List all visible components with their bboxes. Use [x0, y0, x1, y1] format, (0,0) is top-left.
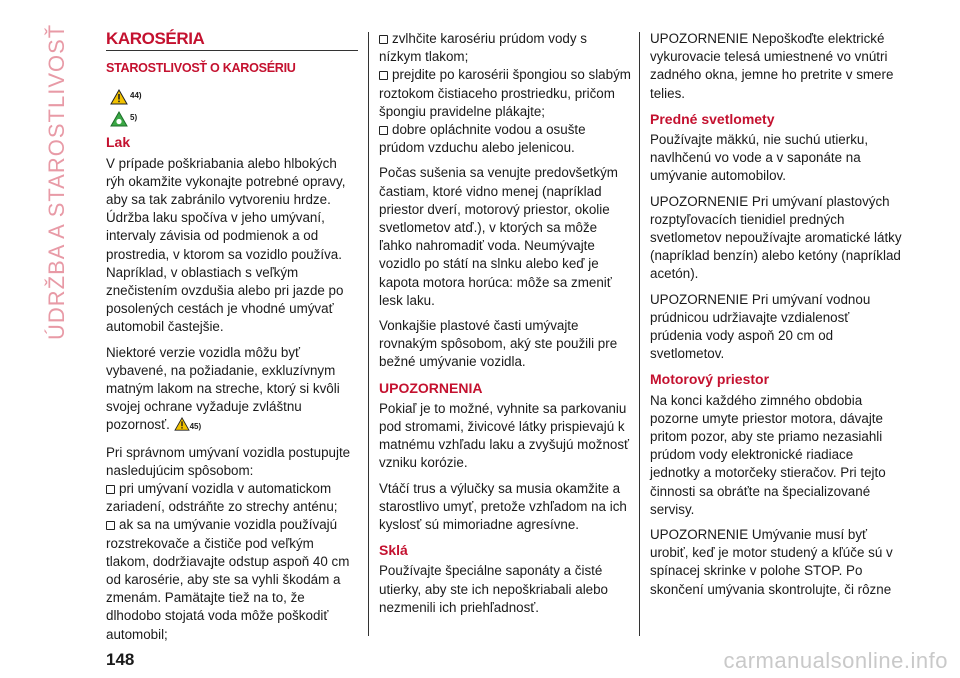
environment-ref-number: 5) [130, 113, 138, 123]
heading-upozornenia: UPOZORNENIA [379, 379, 483, 396]
paragraph: Vtáčí trus a výlučky sa musia okamžite a starostlivo umyť, pretože vzhľadom na ich kyslosť sú mimoriadne agresívne. [379, 480, 627, 533]
chapter-side-title: ÚDRŽBA A STAROSTLIVOSŤ [44, 24, 69, 341]
paragraph: Niektoré verzie vozidla môžu byť vybavené, na požiadanie, exkluzívnym matným lakom na streche, ktorý si kvôli svojej ochrane vyžaduje zvláštnu pozornosť. 45) [106, 344, 340, 433]
checkbox-bullet-icon [106, 485, 115, 494]
warning-reference [110, 83, 358, 105]
paragraph: UPOZORNENIE Pri umývaní plastových rozptyľovacích tienidiel predných svetlometov nepoužívajte aromatické látky (napríklad benzín) alebo ketóny (napríklad acetón). [650, 193, 902, 282]
checkbox-bullet-icon [106, 521, 115, 530]
heading-motorovy-priestor: Motorový priestor [650, 371, 770, 388]
list-item: pri umývaní vozidla v automatickom zariadení, odstráňte zo strechy anténu; [106, 481, 338, 515]
heading-predne-svetlomety: Predné svetlomety [650, 110, 775, 127]
paragraph: UPOZORNENIE Pri umývaní vodnou prúdnicou udržiavajte vzdialenosť prúdenia vody aspoň 20 cm od svetlometov. [650, 291, 871, 362]
list-item: ak sa na umývanie vozidla používajú rozstrekovače a čističe pod veľkým tlakom, dodržiavajte odstup aspoň 40 cm od karosérie, aby ste sa vyhli škodám a zmenám. Pamätajte tiež na to, že dlhodobo stojatá voda môže poškodiť automobil; [106, 517, 350, 642]
checkbox-bullet-icon [379, 35, 388, 44]
paragraph: Pokiaľ je to možné, vyhnite sa parkovaniu pod stromami, živicové látky prispievajú k matnému vzhľadu laku a zvyšujú možnosť vzniku korózie. [379, 400, 630, 471]
column-divider [368, 32, 369, 636]
checkbox-bullet-icon [379, 126, 388, 135]
warning-ref-number: 45) [189, 422, 202, 432]
warning-ref-number: 44) [130, 91, 142, 101]
heading-lak: Lak [106, 134, 131, 151]
column-2 [379, 30, 631, 624]
environment-triangle-icon [110, 111, 128, 127]
watermark-text: carmanualsonline.info [723, 648, 948, 673]
page-number: 148 [106, 650, 135, 669]
paragraph: V prípade poškriabania alebo hlbokých rýh okamžite vykonajte potrebné opravy, aby sa tak zabránilo vytvoreniu hrdze. Údržba laku spočíva v jeho umývaní, intervaly závisia od podmienok a od prostredia, v ktorom sa vozidlo používa. Napríklad, v oblastiach s veľkým znečistením ovzdušia alebo pri jazde po posolených cestách je vhodné umývať automobil častejšie. [106, 155, 346, 335]
warning-triangle-icon [174, 417, 190, 431]
paragraph: UPOZORNENIE Nepoškoďte elektrické vykurovacie telesá umiestnené vo vnútri zadného okna, jemne ho pretrite v smere telies. [650, 31, 894, 101]
column-1 [106, 30, 358, 644]
list-item: dobre opláchnite vodou a osušte prúdom vzduchu alebo jelenicou. [379, 122, 586, 156]
column-divider [639, 32, 640, 636]
environment-reference [110, 105, 358, 127]
list-item: prejdite po karosérii špongiou so slabým roztokom čistiaceho prostriedku, pričom špongiu pravidelne plákajte; [379, 67, 631, 119]
paragraph: Pri správnom umývaní vozidla postupujte nasledujúcim spôsobom: [106, 444, 351, 478]
paragraph: Počas sušenia sa venujte predovšetkým častiam, ktoré vidno menej (napríklad priestor dverí, motorový priestor, okolie svetlometov atď.), v ktorých sa môže ľahko nahromadiť voda. Neumývajte vozidlo po státí na slnku alebo keď je kapota motora horúca: môže sa zmeniť lesk laku. [379, 165, 618, 308]
heading-skla: Sklá [379, 542, 408, 559]
paragraph: Používajte špeciálne saponáty a čisté utierky, aby ste ich nepoškriabali alebo nezmenili ich priehľadnosť. [379, 563, 609, 615]
section-heading-karoseria: KAROSÉRIA [106, 30, 358, 51]
paragraph: Na konci každého zimného obdobia pozorne umyte priestor motora, dávajte pritom pozor, aby ste priamo nezasiahli prúdom vody elektronické riadiace jednotky a motorčeky stieračov. Pri tejto činnosti sa obráťte na špecializované servisy. [650, 392, 886, 517]
column-3 [650, 30, 902, 606]
subheading-starostlivost: STAROSTLIVOSŤ O KAROSÉRIU [106, 61, 296, 76]
warning-triangle-icon [110, 89, 128, 105]
paragraph: Používajte mäkkú, nie suchú utierku, navlhčenú vo vode a v saponáte na umývanie automobilov. [650, 132, 869, 184]
list-item: zvlhčite karosériu prúdom vody s nízkym tlakom; [379, 31, 587, 65]
paragraph: Vonkajšie plastové časti umývajte rovnakým spôsobom, aký ste použili pre bežné umývanie vozidla. [379, 318, 618, 370]
checkbox-bullet-icon [379, 71, 388, 80]
paragraph: UPOZORNENIE Umývanie musí byť urobiť, keď je motor studený a kľúče sú v spínacej skrinke v polohe STOP. Po skončení umývania skontrolujte, či rôzne [650, 527, 893, 597]
